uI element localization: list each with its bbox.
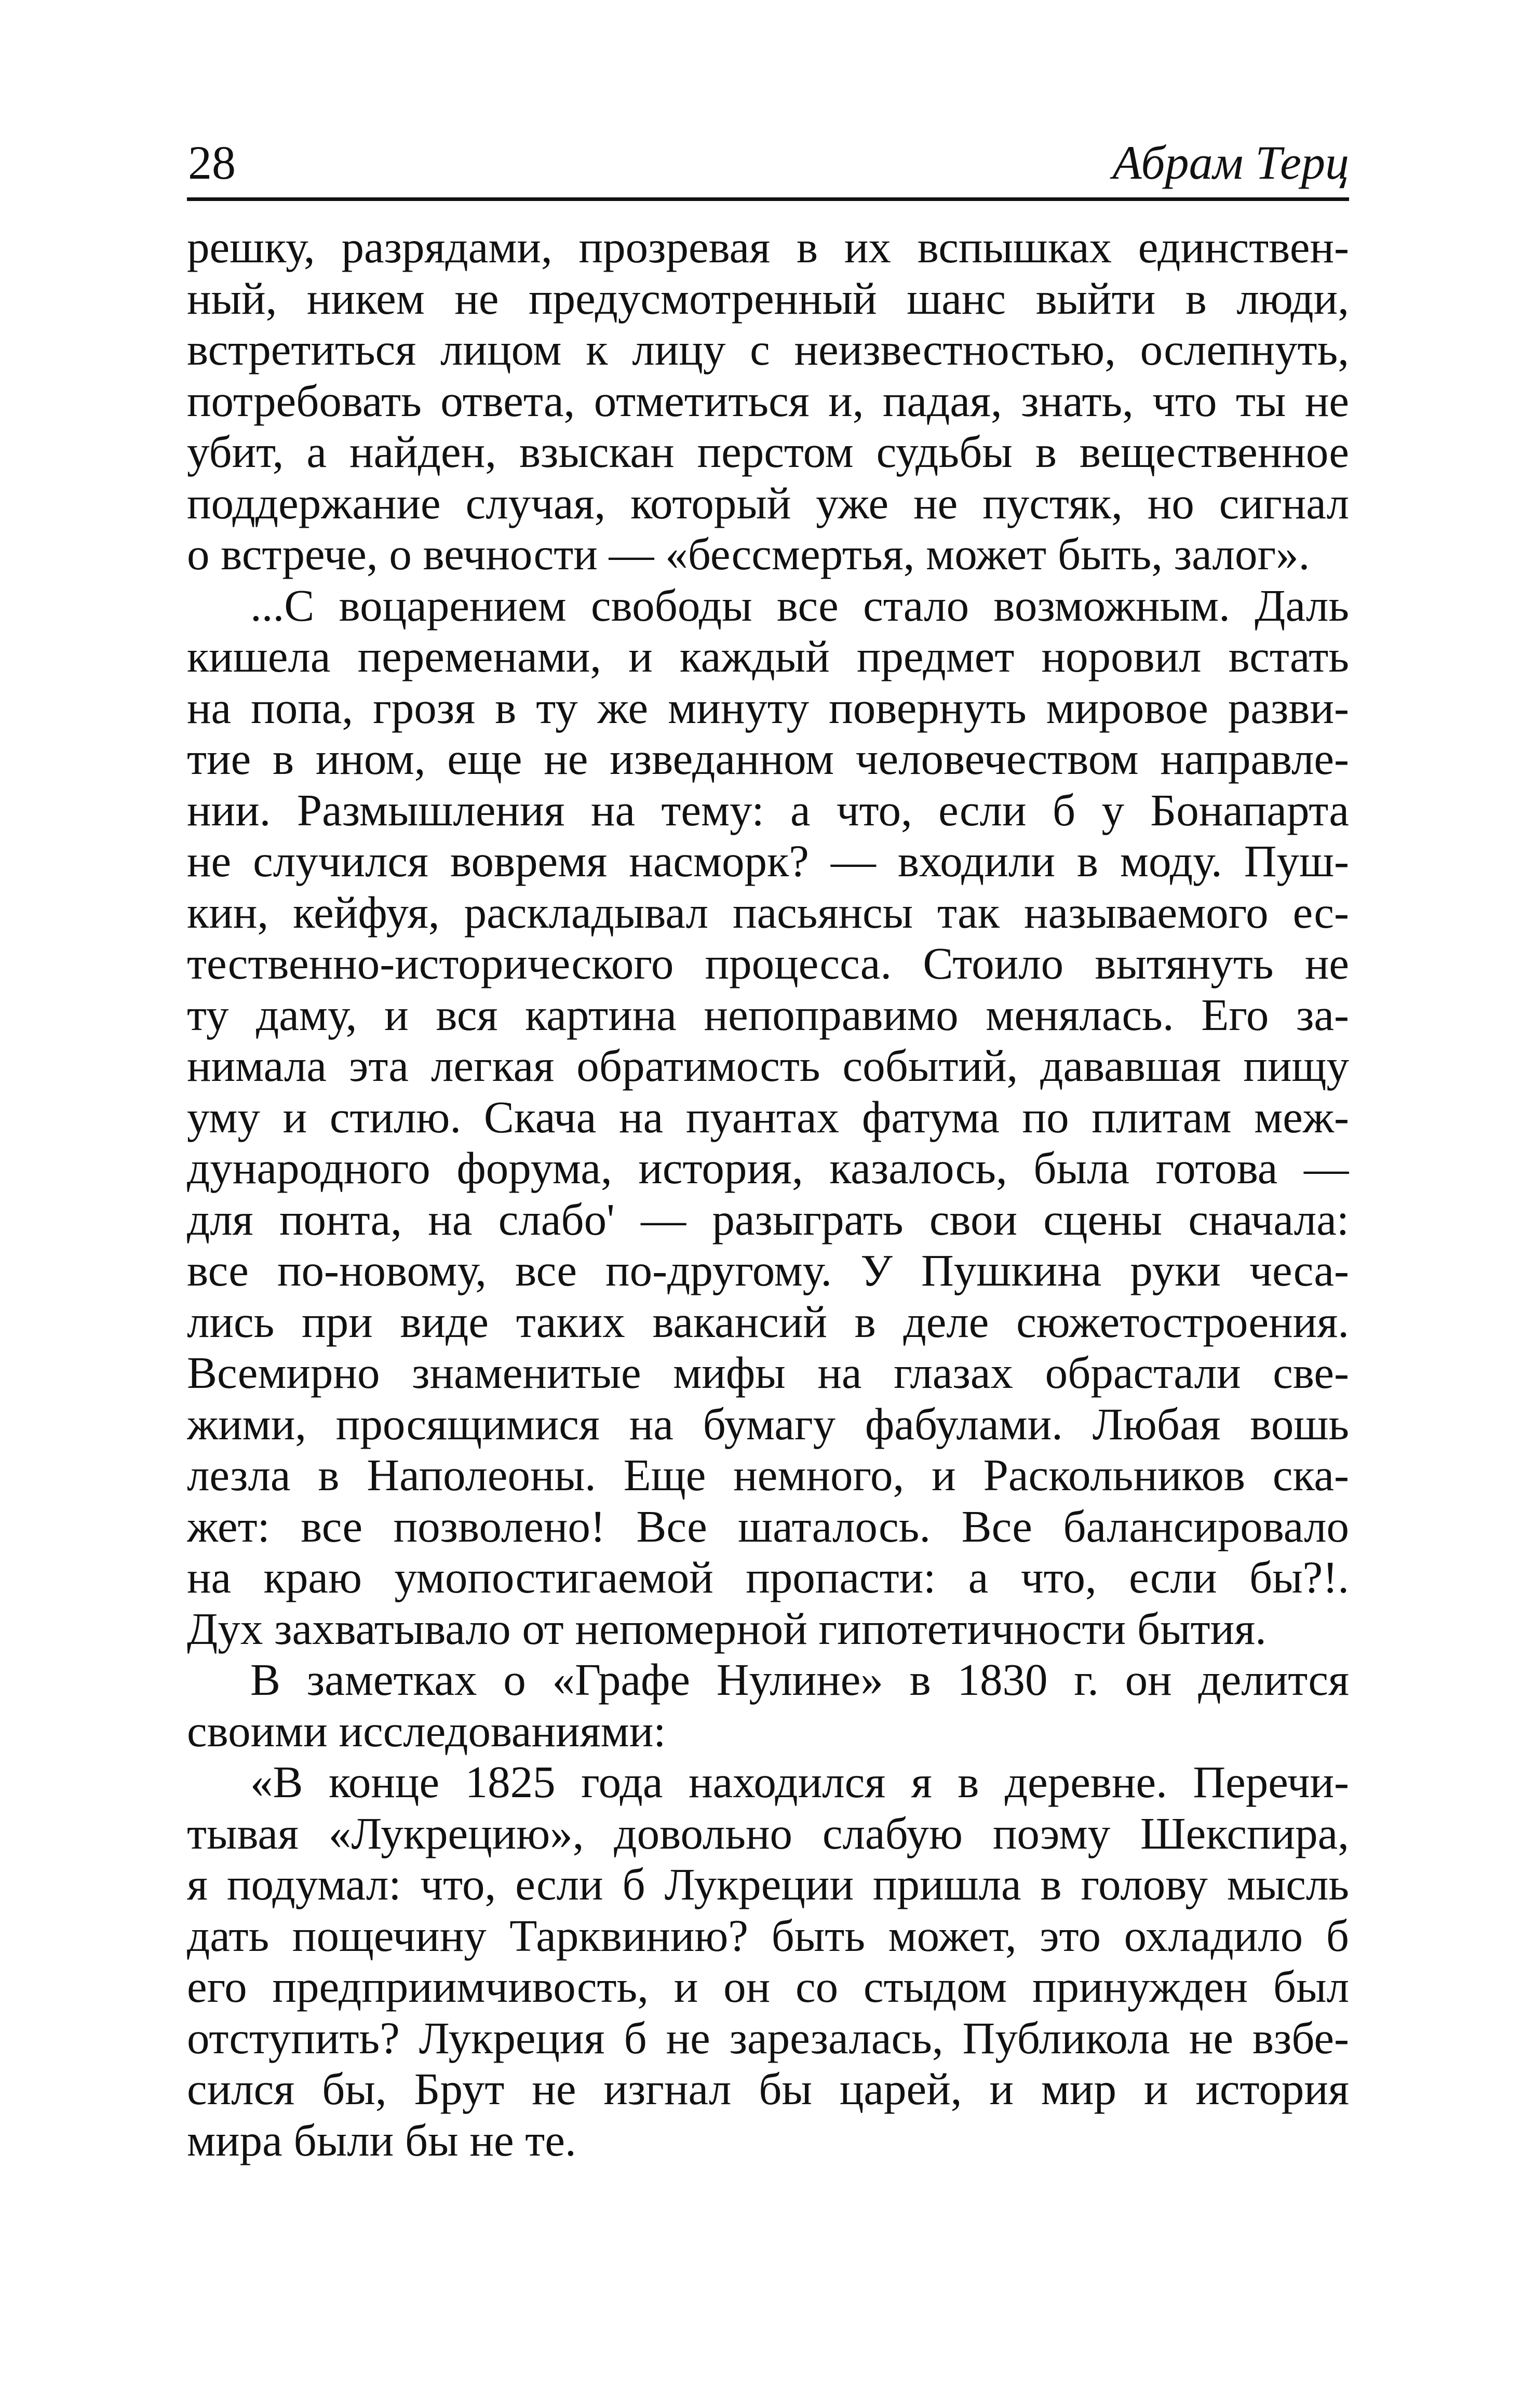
page-number: 28 (188, 136, 236, 189)
text-line: В заметках о «Графе Нулине» в 1830 г. он делится (250, 1654, 1349, 1705)
text-line: его предприимчивость, и он со стыдом принужден был (187, 1961, 1349, 2012)
text-line: я подумал: что, если б Лукреции пришла в голову мысль (187, 1859, 1349, 1909)
text-line: ...С воцарением свободы все стало возможным. Даль (250, 580, 1349, 631)
text-line: для понта, на слабо' — разыграть свои сцены сначала: (187, 1194, 1349, 1245)
text-line: на краю умопостигаемой пропасти: а что, если бы?!. (187, 1552, 1349, 1602)
text-line: отступить? Лукреция б не зарезалась, Публикола не взбе- (187, 2012, 1349, 2063)
text-line: сился бы, Брут не изгнал бы царей, и мир и история (187, 2064, 1349, 2114)
text-line: ный, никем не предусмотренный шанс выйти в люди, (187, 273, 1349, 324)
text-line: уму и стилю. Скача на пуантах фатума по плитам меж- (187, 1091, 1349, 1142)
text-line: поддержание случая, который уже не пустяк, но сигнал (187, 477, 1349, 528)
body-text (187, 222, 1349, 2166)
text-line: на попа, грозя в ту же минуту повернуть мировое разви- (187, 682, 1349, 733)
text-line: дународного форума, история, казалось, была готова — (187, 1143, 1349, 1193)
text-line: решку, разрядами, прозревая в их вспышках единствен- (187, 222, 1349, 272)
text-line: своими исследованиями: (187, 1705, 666, 1756)
text-line: нимала эта легкая обратимость событий, дававшая пищу (187, 1040, 1349, 1091)
text-line: лезла в Наполеоны. Еще немного, и Раскольников ска- (187, 1450, 1349, 1500)
text-line: жими, просящимися на бумагу фабулами. Любая вошь (187, 1398, 1349, 1449)
text-line: тывая «Лукрецию», довольно слабую поэму Шекспира, (187, 1808, 1349, 1858)
text-line: о встрече, о вечности — «бессмертья, может быть, залог». (187, 529, 1310, 579)
text-line: потребовать ответа, отметиться и, падая, знать, что ты не (187, 375, 1349, 426)
text-line: кишела переменами, и каждый предмет норовил встать (187, 631, 1349, 681)
text-line: ту даму, и вся картина непоправимо менялась. Его за- (187, 989, 1349, 1040)
text-line: кин, кейфуя, раскладывал пасьянсы так называемого ес- (187, 887, 1349, 938)
text-line: Дух захватывало от непомерной гипотетичности бытия. (187, 1603, 1266, 1654)
text-line: жет: все позволено! Все шаталось. Все балансировало (187, 1501, 1349, 1551)
text-line: все по-новому, все по-другому. У Пушкина руки чеса- (187, 1245, 1349, 1295)
book-page (187, 130, 1349, 2166)
text-line: мира были бы не те. (187, 2115, 576, 2165)
running-title: Абрам Терц (1112, 136, 1349, 189)
text-line: «В конце 1825 года находился я в деревне. Перечи- (250, 1757, 1349, 1807)
text-line: тие в ином, еще не изведанном человечеством направле- (187, 733, 1349, 784)
text-line: дать пощечину Тарквинию? быть может, это охладило б (187, 1910, 1349, 1961)
running-head (187, 130, 1349, 201)
text-line: нии. Размышления на тему: а что, если б у Бонапарта (187, 784, 1349, 835)
text-line: лись при виде таких вакансий в деле сюжетостроения. (187, 1296, 1349, 1347)
text-line: встретиться лицом к лицу с неизвестностью, ослепнуть, (187, 324, 1349, 374)
text-line: не случился вовремя насморк? — входили в моду. Пуш- (187, 836, 1349, 886)
text-line: Всемирно знаменитые мифы на глазах обрастали све- (187, 1347, 1349, 1398)
text-line: убит, а найден, взыскан перстом судьбы в вещественное (187, 426, 1349, 477)
text-line: тественно-исторического процесса. Стоило вытянуть не (187, 938, 1349, 988)
